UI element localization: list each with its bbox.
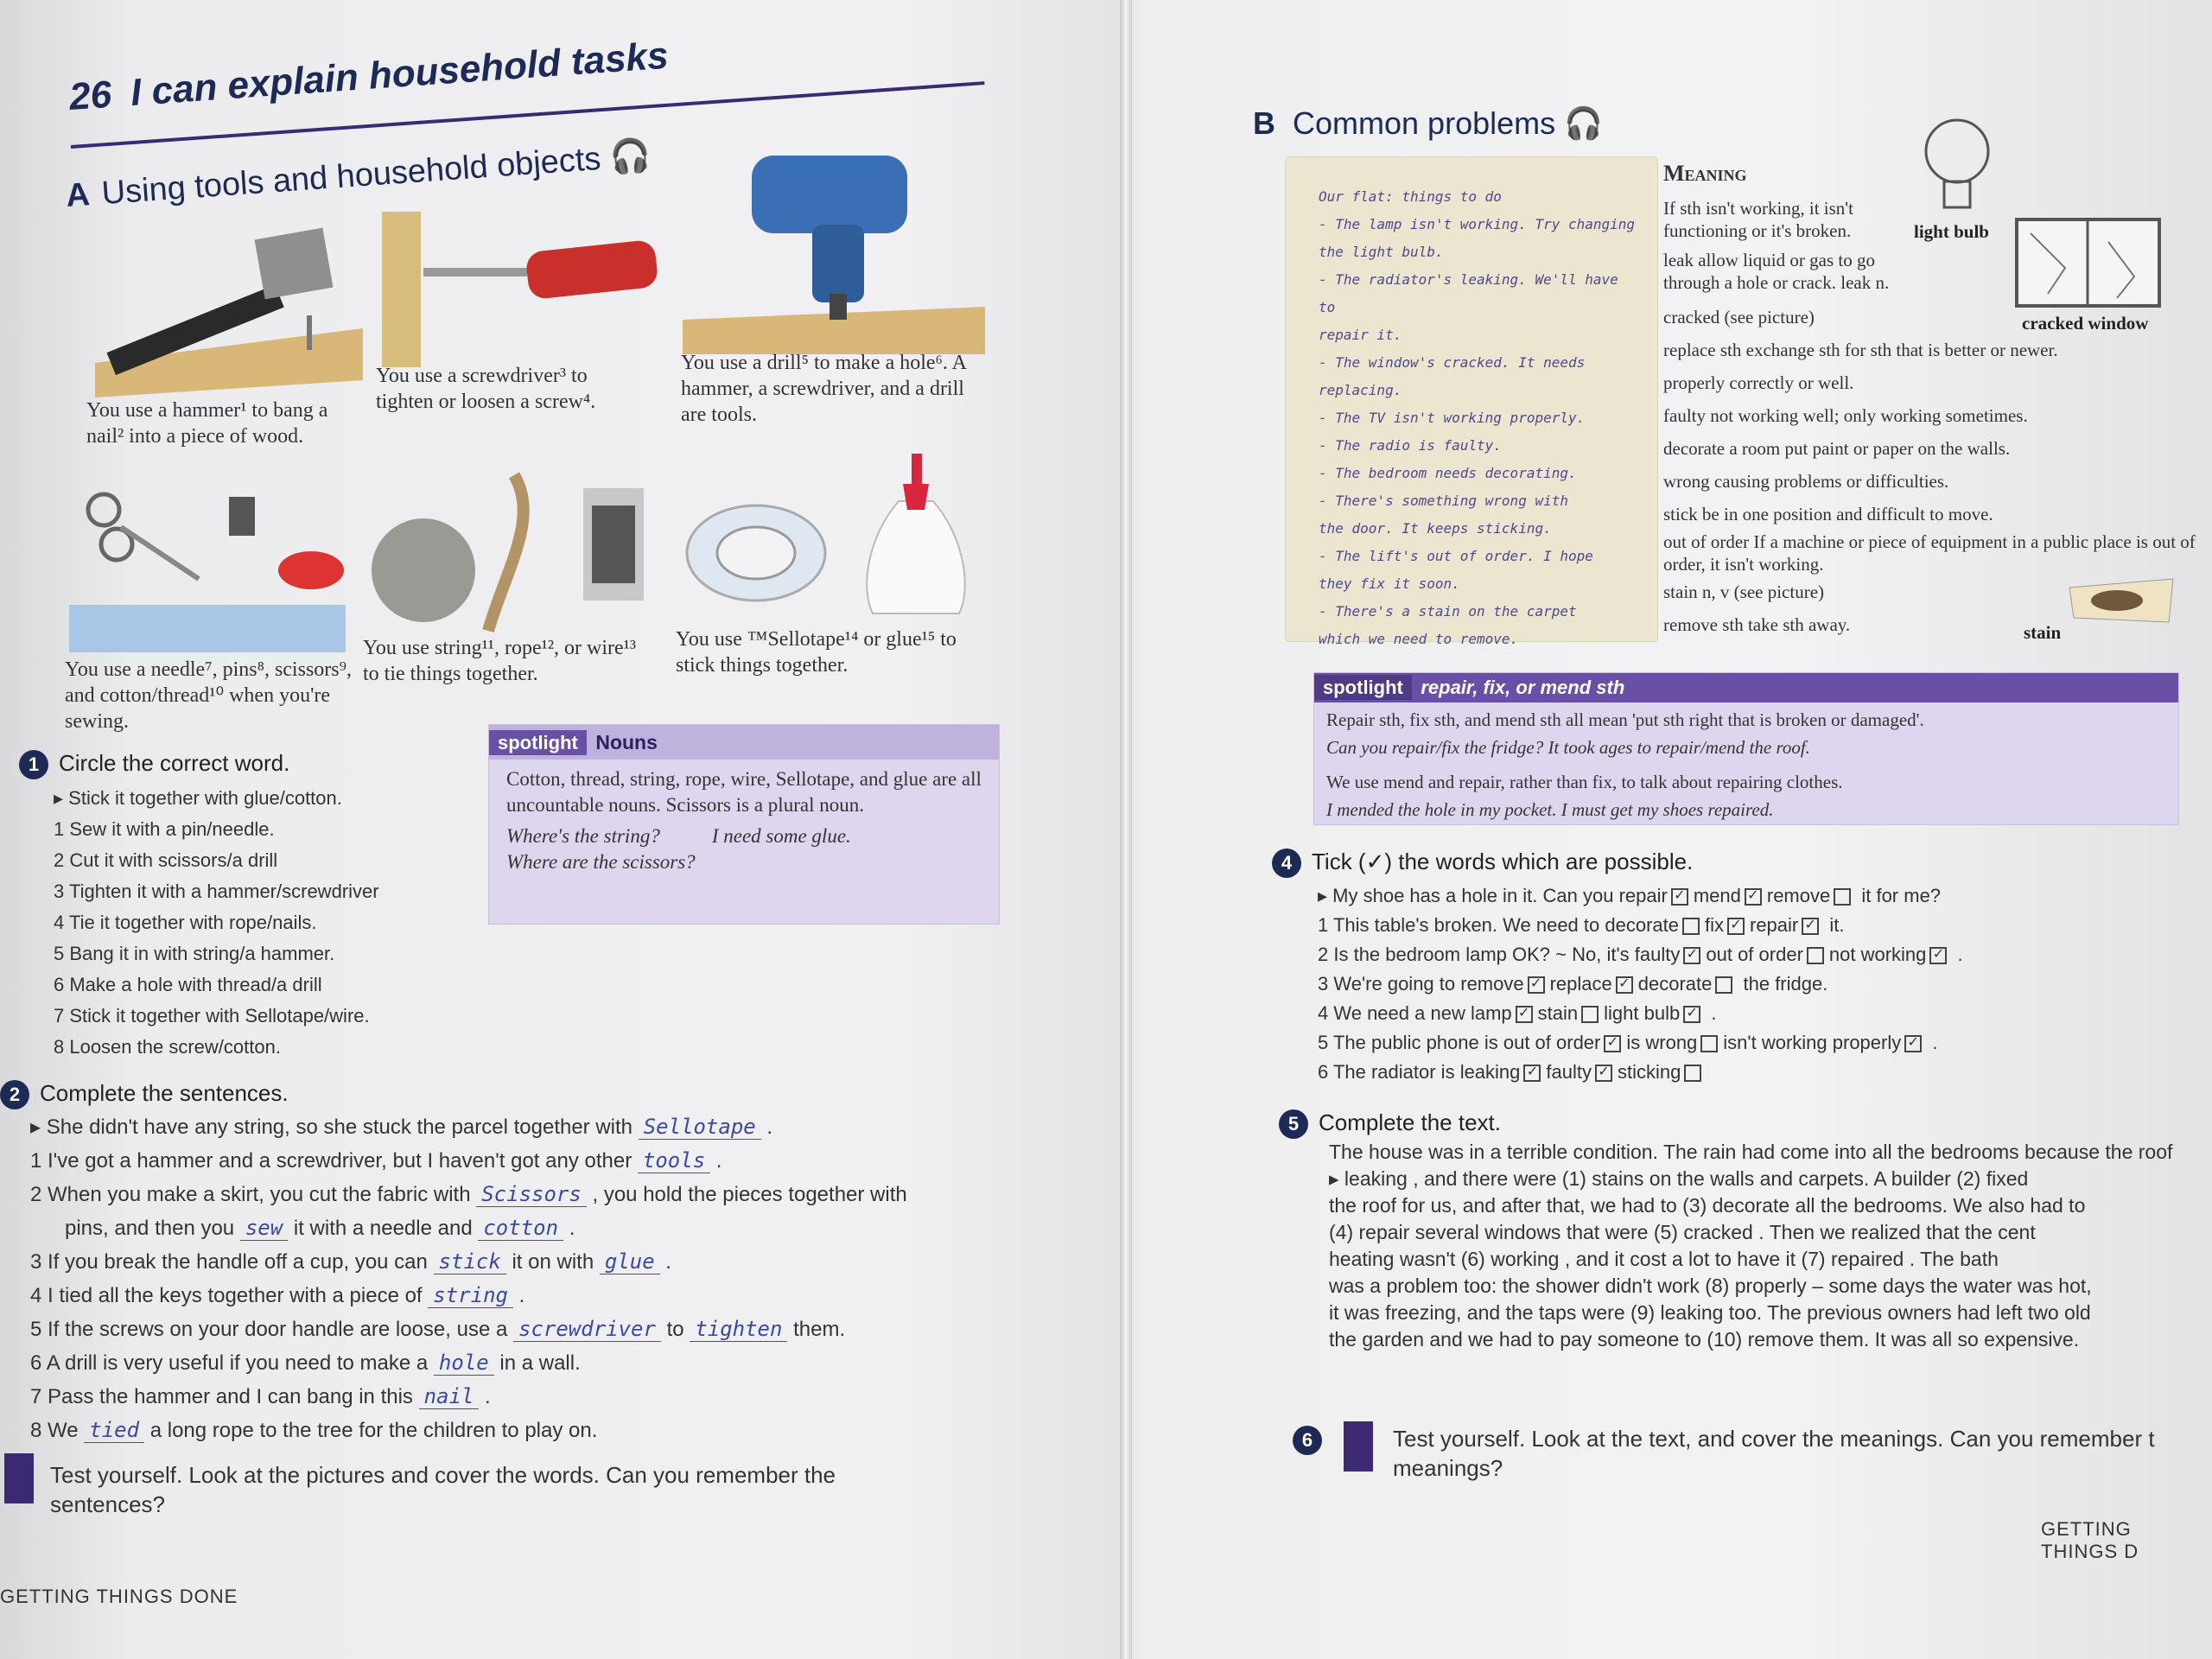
item-number: 2 <box>1318 944 1334 965</box>
option-word: repair <box>1618 885 1668 906</box>
option-word: decorate <box>1637 973 1713 995</box>
hammer-caption: You use a hammer¹ to bang a nail² into a piece of wood. <box>86 399 328 448</box>
item-number: 6 <box>1318 1061 1333 1083</box>
exercise-5-heading <box>1279 1109 1501 1139</box>
right-page <box>1123 0 2212 1659</box>
screwdriver-illustration <box>380 207 665 372</box>
notebook-line: - The lamp isn't working. Try changing <box>1319 216 1636 232</box>
spotlight-nouns-box <box>488 724 1000 925</box>
option-word: not working <box>1828 944 1927 965</box>
checkbox[interactable] <box>1700 1035 1718 1052</box>
checkbox[interactable] <box>1595 1065 1612 1082</box>
sentence-text: 4 I tied all the keys together with a piece of <box>30 1284 429 1307</box>
sentence-text: a long rope to the tree for the children to play on. <box>144 1419 598 1442</box>
item-text: We need a new <box>1333 1002 1471 1024</box>
exercise-2-heading <box>0 1080 289 1109</box>
checkbox[interactable] <box>1671 888 1688 906</box>
meaning-item: replace sth exchange sth for sth that is better or newer. <box>1663 340 2058 360</box>
option-word: replace <box>1549 973 1612 995</box>
checkbox[interactable] <box>1929 947 1947 964</box>
spotlight-tag: spotlight <box>489 730 587 755</box>
notebook-line: - The bedroom needs decorating. <box>1319 465 1577 481</box>
option-word: isn't working properly <box>1723 1032 1902 1053</box>
tick-item <box>1318 911 1963 940</box>
section-a-heading <box>65 137 652 215</box>
section-letter: B <box>1253 105 1275 141</box>
spotlight-text: Cotton, thread, string, rope, wire, Sellotape, and glue are all uncountable nouns. Scissors is a plural noun. <box>506 768 982 816</box>
tick-item <box>1318 969 1963 999</box>
meaning-item: leak allow liquid or gas to go through a hole or crack. leak n. <box>1663 250 1890 293</box>
notebook-line: they fix it soon. <box>1319 575 1460 592</box>
string-caption: You use string¹¹, rope¹², or wire¹³ to tie things together. <box>363 637 637 685</box>
sentence-line <box>30 1346 907 1380</box>
spotlight-title: repair, fix, or mend sth <box>1421 677 1625 698</box>
exercise-instruction: Complete the sentences. <box>40 1080 289 1106</box>
section-letter: A <box>65 176 92 215</box>
notebook-line: replacing. <box>1319 382 1402 398</box>
section-title: Common problems <box>1293 105 1556 141</box>
checkbox[interactable] <box>1516 1006 1533 1023</box>
exercise-number: 2 <box>0 1080 29 1109</box>
notebook-line: - The TV isn't working properly. <box>1319 410 1586 426</box>
list-item: 4 Tie it together with rope/nails. <box>54 912 317 933</box>
exercise-number: 5 <box>1279 1109 1308 1139</box>
exercise-4-list <box>1318 881 1963 1087</box>
meaning-item: If sth isn't working, it isn't functioning or it's broken. <box>1663 198 1853 241</box>
light-bulb-icon <box>1918 112 1996 216</box>
spotlight-example: I mended the hole in my pocket. I must get my shoes repaired. <box>1326 799 1774 820</box>
sentence-line <box>30 1144 907 1178</box>
sewing-illustration <box>69 484 354 657</box>
sentence-line <box>30 1414 907 1447</box>
tick-item <box>1318 940 1963 969</box>
spotlight-tag: spotlight <box>1314 675 1412 700</box>
sentence-text: it on with <box>505 1250 600 1274</box>
tick-item <box>1318 999 1963 1028</box>
notebook-line: - The lift's out of order. I hope <box>1319 548 1593 564</box>
sentence-text: to <box>660 1318 690 1341</box>
list-item: 5 Bang it in with string/a hammer. <box>54 943 335 964</box>
meaning-heading: Meaning <box>1663 161 1747 186</box>
checkbox[interactable] <box>1715 976 1732 994</box>
cracked-window-icon <box>2013 216 2164 311</box>
checkbox[interactable] <box>1683 947 1700 964</box>
option-word: faulty <box>1546 1061 1592 1083</box>
spotlight-text: We use mend and repair, rather than fix, to talk about repairing clothes. <box>1326 772 1843 792</box>
handwritten-answer: Scissors <box>476 1182 587 1207</box>
notebook-line: Our flat: things to do <box>1319 188 1502 205</box>
exercise-number: 4 <box>1272 849 1301 878</box>
item-number: 5 <box>1318 1032 1333 1053</box>
option-word: mend <box>1693 885 1741 906</box>
option-word: fix <box>1705 914 1724 936</box>
list-item: 8 Loosen the screw/cotton. <box>54 1036 281 1058</box>
exercise-instruction: Circle the correct word. <box>59 750 290 776</box>
option-word: out of order <box>1503 1032 1601 1053</box>
sentence-text: . <box>659 1250 671 1274</box>
notebook-line: the door. It keeps sticking. <box>1319 520 1552 537</box>
meaning-item: remove sth take sth away. <box>1663 614 1851 635</box>
sentence-text: . <box>563 1217 575 1240</box>
sentence-text: . <box>512 1284 525 1307</box>
meaning-item: stain n, v (see picture) <box>1663 582 1825 602</box>
option-word: lamp <box>1470 1002 1512 1024</box>
stain-label: stain <box>2024 622 2062 643</box>
checkbox[interactable] <box>1807 947 1824 964</box>
exercise-instruction: Tick (✓) the words which are possible. <box>1312 849 1694 874</box>
checkbox[interactable] <box>1727 918 1745 935</box>
exercise-1-list <box>54 783 379 1063</box>
sentence-line <box>30 1245 907 1279</box>
sentence-text: pins, and then you <box>65 1217 240 1240</box>
handwritten-answer: screwdriver <box>513 1317 661 1342</box>
checkbox[interactable] <box>1684 1065 1701 1082</box>
exercise-6-text: Test yourself. Look at the text, and cover the meanings. Can you remember t meanings? <box>1393 1426 2155 1481</box>
item-text: My shoe has a hole in it. Can you <box>1332 885 1619 906</box>
tick-item <box>1318 1058 1963 1087</box>
notebook-line: - There's something wrong with <box>1319 493 1568 509</box>
checkbox[interactable] <box>1604 1035 1621 1052</box>
handwritten-answer: stick <box>434 1249 506 1274</box>
option-word: stain <box>1537 1002 1579 1024</box>
checkbox[interactable] <box>1528 976 1545 994</box>
list-item: 7 Stick it together with Sellotape/wire. <box>54 1005 370 1027</box>
checkbox[interactable] <box>1581 1006 1599 1023</box>
spotlight-example: I need some glue. <box>711 825 851 847</box>
item-number: 4 <box>1318 1002 1334 1024</box>
spotlight-text: Repair sth, fix sth, and mend sth all mean 'put sth right that is broken or damaged'. <box>1326 709 1924 730</box>
meaning-item: decorate a room put paint or paper on the walls. <box>1663 438 2011 459</box>
meaning-item: properly correctly or well. <box>1663 372 1854 393</box>
handwritten-answer: nail <box>419 1384 480 1409</box>
spotlight-example: Where's the string? <box>506 825 660 847</box>
meaning-item: wrong causing problems or difficulties. <box>1663 471 1949 492</box>
tick-item <box>1318 881 1963 911</box>
item-text: . <box>1952 944 1963 965</box>
sentence-line <box>30 1380 907 1414</box>
text-line: ▸ leaking , and there were (1) stains on the walls and carpets. A builder (2) fixed <box>1329 1167 2029 1190</box>
item-text: This table's broken. We need to <box>1332 914 1605 936</box>
notebook-line: repair it. <box>1319 327 1402 343</box>
page-footer: GETTING THINGS D <box>2041 1518 2139 1562</box>
item-text: The public phone is <box>1332 1032 1503 1053</box>
sentence-line <box>30 1211 907 1245</box>
handwritten-answer: hole <box>434 1351 494 1376</box>
exercise-instruction: Complete the text. <box>1319 1109 1501 1135</box>
spotlight-example: Where are the scissors? <box>506 851 696 873</box>
notebook-note <box>1286 157 1657 647</box>
checkbox[interactable] <box>1616 976 1633 994</box>
sentence-text: . <box>760 1116 773 1139</box>
meaning-item: out of order If a machine or piece of equipment in a public place is out of order, it isn't working. <box>1663 531 2196 575</box>
handwritten-answer: tied <box>84 1418 144 1443</box>
handwritten-answer: Sellotape <box>639 1115 761 1140</box>
handwritten-answer: tools <box>638 1148 710 1173</box>
handwritten-answer: cotton <box>478 1216 563 1241</box>
sentence-text: 2 When you make a skirt, you cut the fabric with <box>30 1183 477 1206</box>
notebook-line: - There's a stain on the carpet <box>1319 603 1577 620</box>
notebook-line: the light bulb. <box>1319 244 1444 260</box>
string-illustration <box>367 467 661 639</box>
text-line: The house was in a terrible condition. The rain had come into all the bedrooms because the roof <box>1329 1141 2173 1163</box>
checkbox[interactable] <box>1523 1065 1541 1082</box>
notebook-line: - The window's cracked. It needs <box>1319 354 1586 371</box>
sentence-text: . <box>710 1149 722 1173</box>
unit-title <box>68 35 671 119</box>
exercise-2-list <box>30 1110 907 1447</box>
section-b-heading <box>1253 105 1603 142</box>
option-word: leaking <box>1459 1061 1521 1083</box>
test-yourself-marker <box>1344 1421 1373 1471</box>
checkbox[interactable] <box>1834 888 1851 906</box>
list-item: 6 Make a hole with thread/a drill <box>54 974 322 995</box>
item-text: The radiator is <box>1332 1061 1460 1083</box>
light-bulb-label: light bulb <box>1914 221 1989 242</box>
glue-illustration <box>683 449 985 622</box>
item-text: . <box>1927 1032 1938 1053</box>
item-text: We're going to <box>1333 973 1461 995</box>
text-line: (4) repair several windows that were (5) cracked . Then we realized that the cent <box>1329 1221 2036 1243</box>
cracked-window-label: cracked window <box>2022 313 2149 334</box>
test-yourself-text: Test yourself. Look at the pictures and cover the words. Can you remember the sentences? <box>50 1462 836 1517</box>
text-line: it was freezing, and the taps were (9) leaking too. The previous owners had left two old <box>1329 1301 2091 1324</box>
unit-number: 26 <box>67 73 113 119</box>
meaning-item: cracked (see picture) <box>1663 307 1815 327</box>
screwdriver-caption: You use a screwdriver³ to tighten or loosen a screw⁴. <box>376 365 596 413</box>
notebook-line: - The radio is faulty. <box>1319 437 1502 454</box>
sentence-line <box>30 1279 907 1313</box>
spotlight-example: Can you repair/fix the fridge? It took ages to repair/mend the roof. <box>1326 737 1810 758</box>
sentence-text: . <box>479 1385 491 1408</box>
sentence-text: 6 A drill is very useful if you need to make a <box>30 1351 434 1375</box>
sentence-text: 7 Pass the hammer and I can bang in this <box>30 1385 419 1408</box>
meaning-item: faulty not working well; only working sometimes. <box>1663 405 2028 426</box>
option-word: faulty <box>1634 944 1681 965</box>
exercise-6-number <box>1293 1426 1332 1455</box>
option-word: light bulb <box>1604 1002 1681 1024</box>
spotlight-body <box>489 760 999 882</box>
item-text: it. <box>1824 914 1845 936</box>
item-text: it for me? <box>1856 885 1942 906</box>
handwritten-answer: glue <box>600 1249 660 1274</box>
stain-icon <box>2065 575 2177 626</box>
item-number: 3 <box>1318 973 1334 995</box>
exercise-4-heading <box>1272 849 1693 878</box>
text-line: the garden and we had to pay someone to (10) remove them. It was all so expensive. <box>1329 1328 2080 1351</box>
sentence-line <box>30 1178 907 1211</box>
option-word: repair <box>1750 914 1799 936</box>
sentence-text: in a wall. <box>493 1351 581 1375</box>
list-item: 1 Sew it with a pin/needle. <box>54 818 275 840</box>
text-line: the roof for us, and after that, we had to (3) decorate all the bedrooms. We also had to <box>1329 1194 2086 1217</box>
sentence-line <box>30 1313 907 1346</box>
glue-caption: You use ™Sellotape¹⁴ or glue¹⁵ to stick things together. <box>676 628 957 677</box>
sewing-caption: You use a needle⁷, pins⁸, scissors⁹, and cotton/thread¹⁰ when you're sewing. <box>65 658 352 733</box>
option-word: remove <box>1460 973 1524 995</box>
headphones-icon: 🎧 <box>1564 105 1603 141</box>
hammer-illustration <box>86 216 372 397</box>
checkbox[interactable] <box>1682 918 1700 935</box>
checkbox[interactable] <box>1683 1006 1700 1023</box>
checkbox[interactable] <box>1904 1035 1922 1052</box>
exercise-1-heading <box>19 750 289 779</box>
item-number: ▸ <box>1318 885 1333 906</box>
exercise-number: 6 <box>1293 1426 1322 1455</box>
text-line: was a problem too: the shower didn't work (8) properly – some days the water was hot, <box>1329 1274 2092 1297</box>
sentence-text: 1 I've got a hammer and a screwdriver, but I haven't got any other <box>30 1149 638 1173</box>
notebook-lines <box>1286 157 1657 653</box>
sentence-text: them. <box>787 1318 846 1341</box>
handwritten-answer: tighten <box>690 1317 787 1342</box>
option-word: out of order <box>1706 944 1803 965</box>
sentence-text: 8 We <box>30 1419 85 1442</box>
page-footer: GETTING THINGS DONE <box>0 1586 238 1607</box>
spotlight-repair-box <box>1313 672 2179 825</box>
option-word: sticking <box>1618 1061 1681 1083</box>
exercise-number: 1 <box>19 750 48 779</box>
sentence-text: it with a needle and <box>288 1217 479 1240</box>
checkbox[interactable] <box>1802 918 1819 935</box>
headphones-icon: 🎧 <box>608 137 652 176</box>
item-text: . <box>1706 1002 1717 1024</box>
option-word: is wrong <box>1626 1032 1698 1053</box>
handwritten-answer: sew <box>240 1216 288 1241</box>
sentence-text: , you hold the pieces together with <box>586 1183 907 1206</box>
drill-illustration <box>683 156 985 354</box>
option-word: remove <box>1766 885 1831 906</box>
item-text: Is the bedroom lamp OK? ~ No, it's <box>1333 944 1635 965</box>
exercise-5-text <box>1329 1139 2210 1353</box>
list-item: 2 Cut it with scissors/a drill <box>54 849 278 871</box>
spotlight-title: Nouns <box>595 731 658 753</box>
unit-title-text: I can explain household tasks <box>129 34 670 115</box>
sentence-line <box>30 1110 907 1144</box>
handwritten-answer: string <box>428 1283 513 1308</box>
test-yourself-marker <box>4 1453 34 1503</box>
list-item: 3 Tighten it with a hammer/screwdriver <box>54 880 379 902</box>
spotlight-body <box>1314 702 2178 827</box>
checkbox[interactable] <box>1745 888 1762 906</box>
meaning-item: stick be in one position and difficult to move. <box>1663 504 1993 524</box>
sentence-text: 5 If the screws on your door handle are loose, use a <box>30 1318 513 1341</box>
item-number: 1 <box>1318 914 1333 936</box>
notebook-line: which we need to remove. <box>1319 631 1519 647</box>
list-item: ▸ Stick it together with glue/cotton. <box>54 787 342 809</box>
tick-item <box>1318 1028 1963 1058</box>
drill-caption: You use a drill⁵ to make a hole⁶. A hammer, a screwdriver, and a drill are tools. <box>681 352 966 426</box>
item-text: the fridge. <box>1738 973 1828 995</box>
sentence-text: ▸ She didn't have any string, so she stuck the parcel together with <box>30 1116 639 1139</box>
section-title: Using tools and household objects <box>100 140 602 213</box>
option-word: decorate <box>1605 914 1679 936</box>
sentence-text: 3 If you break the handle off a cup, you can <box>30 1250 434 1274</box>
notebook-line: - The radiator's leaking. We'll have to <box>1319 271 1618 315</box>
text-line: heating wasn't (6) working , and it cost a lot to have it (7) repaired . The bath <box>1329 1248 1999 1270</box>
